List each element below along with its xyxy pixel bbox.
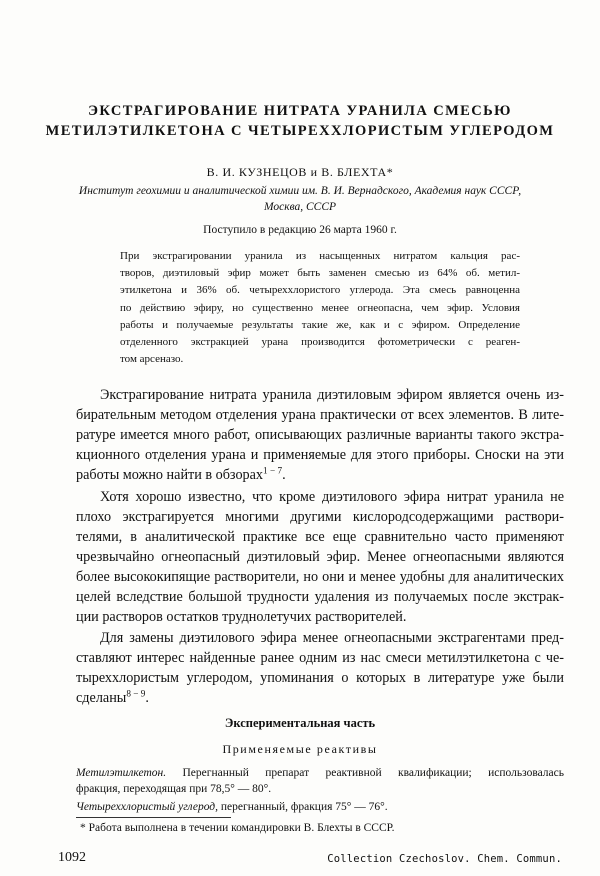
reference-superscript: 1 − 7 <box>263 465 283 476</box>
received-date: Поступило в редакцию 26 марта 1960 г. <box>203 224 397 236</box>
body-line: чрезвычайно огнеопасный диэтиловый эфир. Менее огнеопасными являются <box>76 549 564 565</box>
body-line: Экстрагирование нитрата уранила диэтиловым эфиром является очень из- <box>100 387 564 403</box>
affiliation-line-1: Институт геохимии и аналитической химии им. В. И. Вернадского, Академия наук СССР, <box>78 185 522 197</box>
body-line-tail: . <box>282 467 286 483</box>
subsection-heading: Применяемые реактивы <box>222 742 378 756</box>
abstract-line: этилкетона и 36% об. четыреххлористого углерода. Эта смесь равноценна <box>120 284 520 297</box>
footnote: * Работа выполнена в течении командировки В. Блехты в СССР. <box>80 822 395 834</box>
section-heading: Экспериментальная часть <box>224 716 376 730</box>
abstract-line: работы и получаемые результаты такие же, как и с эфиром. Определение <box>120 318 520 331</box>
abstract-line: том арсеназо. <box>120 353 184 366</box>
reference-superscript: 8 − 9 <box>126 688 146 699</box>
reagent-description: Перегнанный препарат реактивной квалификации; использовалась <box>166 767 564 779</box>
journal-name: Collection Czechoslov. Chem. Commun. <box>327 853 562 865</box>
reagent-entry-1-cont: фракция, переходящая при 78,5° — 80°. <box>76 783 272 795</box>
body-line-last <box>76 465 564 485</box>
abstract-line: При экстрагировании уранила из насыщенных нитратом кальция рас- <box>120 250 520 262</box>
body-line-last <box>76 607 564 627</box>
reagent-name: Четыреххлористый углерод, <box>76 801 218 813</box>
body-line: целей вследствие большой трудности удаления из получаемых после экстрак- <box>76 589 564 605</box>
body-line-tail: . <box>145 690 149 706</box>
body-line-text: ции растворов остатков труднолетучих растворителей. <box>76 609 407 625</box>
body-line: Для замены диэтилового эфира менее огнеопасными экстрагентами пред- <box>100 630 564 646</box>
abstract-line: отделенного экстракцией урана производится фотометрически с реаген- <box>120 336 520 349</box>
body-line-text: работы можно найти в обзорах <box>76 467 264 483</box>
body-line-last <box>76 688 196 708</box>
abstract-line: творов, диэтиловый эфир может быть заменен смесью из 64% об. метил- <box>120 267 520 280</box>
body-line: кционного отделения урана и применяемые для этого приборы. Сноски на эти <box>76 447 564 463</box>
body-line-text: сделаны <box>76 690 127 706</box>
body-line: тыреххлористым углеродом, упоминания о которых в литературе уже были <box>76 670 564 686</box>
abstract <box>120 248 520 368</box>
footnote-rule <box>76 817 231 818</box>
article-title-line-1: ЭКСТРАГИРОВАНИЕ НИТРАТА УРАНИЛА СМЕСЬЮ <box>88 103 512 119</box>
article-title-line-2: МЕТИЛЭТИЛКЕТОНА С ЧЕТЫРЕХХЛОРИСТЫМ УГЛЕРОДОМ <box>45 123 555 139</box>
body-line: ставляют интерес найденные ранее одним из нас смеси метилэтилкетона с че- <box>76 650 564 666</box>
affiliation-line-2: Москва, СССР <box>263 201 337 213</box>
reagent-name: Метилэтилкетон. <box>76 767 167 779</box>
abstract-line: по действию эфиру, но существенно менее огнеопасна, чем эфир. Условия <box>120 301 520 314</box>
authors: В. И. КУЗНЕЦОВ и В. БЛЕХТА* <box>206 165 394 179</box>
body-line: бирательным методом отделения урана практически от всех элементов. В лите- <box>76 407 564 423</box>
page-number: 1092 <box>58 850 86 865</box>
body-line: телями, в аналитической практике все еще сравнительно часто применяют <box>76 529 564 545</box>
body-line: плохо экстрагируется многими другими кислородсодержащими раствори- <box>76 509 564 525</box>
body-line: более высококипящие растворители, но они и менее удобны для аналитических <box>76 569 564 585</box>
reagent-description: перегнанный, фракция 75° — 76°. <box>218 801 388 813</box>
body-line: Хотя хорошо известно, что кроме диэтилового эфира нитрат уранила не <box>100 489 564 505</box>
body-line: ратуре имеется много работ, описывающих различные варианты такого экстра- <box>76 427 564 443</box>
reagent-entry-1 <box>76 765 564 781</box>
reagent-entry-2 <box>76 799 564 815</box>
